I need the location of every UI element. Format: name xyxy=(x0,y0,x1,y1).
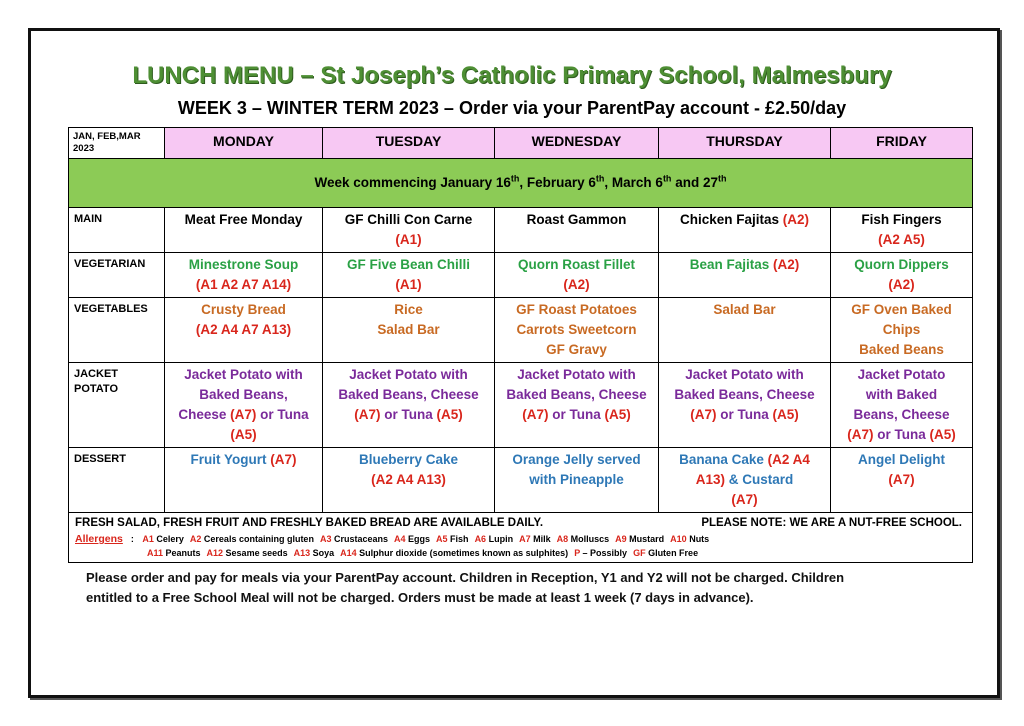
daily-availability: FRESH SALAD, FRESH FRUIT AND FRESHLY BAKED BREAD ARE AVAILABLE DAILY. xyxy=(75,517,544,529)
day-thursday: THURSDAY xyxy=(659,128,831,159)
row-label-jacket-potato: JACKET POTATO xyxy=(69,363,165,448)
dessert-friday: Angel Delight (A7) xyxy=(831,448,973,513)
main-tuesday: GF Chilli Con Carne (A1) xyxy=(323,208,495,253)
veg-tuesday: GF Five Bean Chilli (A1) xyxy=(323,253,495,298)
allergen-name: Sesame seeds xyxy=(223,548,288,558)
allergen-name: – Possibly xyxy=(580,548,628,558)
allergen-code: A9 xyxy=(615,534,627,544)
veg-thursday: Bean Fajitas (A2) xyxy=(659,253,831,298)
vegetables-monday: Crusty Bread (A2 A4 A7 A13) xyxy=(165,298,323,363)
allergen-code: A6 xyxy=(474,534,487,544)
dessert-thursday: Banana Cake (A2 A4 A13) & Custard (A7) xyxy=(659,448,831,513)
allergen-code: A2 xyxy=(189,534,202,544)
term-label: JAN, FEB,MAR 2023 xyxy=(69,128,165,159)
vegetables-thursday: Salad Bar xyxy=(659,298,831,363)
main-wednesday: Roast Gammon xyxy=(495,208,659,253)
page-title: LUNCH MENU – St Joseph’s Catholic Primary School, Malmesbury xyxy=(132,62,892,89)
allergen-code: A3 xyxy=(319,534,332,544)
main-thursday: Chicken Fajitas (A2) xyxy=(659,208,831,253)
vegetables-friday: GF Oven Baked Chips Baked Beans xyxy=(831,298,973,363)
daily-line xyxy=(75,515,966,532)
allergen-code: A7 xyxy=(519,534,531,544)
allergen-code: A5 xyxy=(436,534,448,544)
allergen-code: P xyxy=(574,548,581,558)
menu-table xyxy=(68,127,973,563)
allergen-legend: Allergens : A1 Celery A2 Cereals containing gluten A3 Crustaceans A4 Eggs A5 Fish A6 Lupin A7 Milk A8 Molluscs A9 Mustard A10 Nuts A11 Peanuts A12 Sesame seeds A13 Soya A14 Sulphur dioxide (sometimes known as sulphites) P – Possibly GF Gluten Free xyxy=(75,533,710,558)
jacket-monday: Jacket Potato with Baked Beans, Cheese (A7) or Tuna (A5) xyxy=(165,363,323,448)
veg-wednesday: Quorn Roast Fillet (A2) xyxy=(495,253,659,298)
allergen-code: A8 xyxy=(556,534,569,544)
allergen-name: Celery xyxy=(153,534,184,544)
veg-monday: Minestrone Soup (A1 A2 A7 A14) xyxy=(165,253,323,298)
nut-free-note: PLEASE NOTE: WE ARE A NUT-FREE SCHOOL. xyxy=(701,517,962,529)
row-vegetables xyxy=(69,298,973,363)
day-friday: FRIDAY xyxy=(831,128,973,159)
page-subtitle: WEEK 3 – WINTER TERM 2023 – Order via your ParentPay account - £2.50/day xyxy=(177,98,847,118)
allergen-name: Nuts xyxy=(686,534,710,544)
allergen-name: Mustard xyxy=(626,534,665,544)
allergen-name: Eggs xyxy=(405,534,431,544)
allergen-name: Milk xyxy=(530,534,551,544)
jacket-wednesday: Jacket Potato with Baked Beans, Cheese (A7) or Tuna (A5) xyxy=(495,363,659,448)
jacket-thursday: Jacket Potato with Baked Beans, Cheese (A7) or Tuna (A5) xyxy=(659,363,831,448)
day-wednesday: WEDNESDAY xyxy=(495,128,659,159)
row-vegetarian xyxy=(69,253,973,298)
day-monday: MONDAY xyxy=(165,128,323,159)
allergen-code: A10 xyxy=(670,534,687,544)
row-label-main: MAIN xyxy=(69,208,165,253)
allergens-label: Allergens xyxy=(75,533,123,545)
footer-cell xyxy=(69,513,973,563)
allergen-code: A4 xyxy=(394,534,406,544)
allergen-name: Sulphur dioxide (sometimes known as sulphites) xyxy=(356,548,569,558)
dessert-tuesday: Blueberry Cake (A2 A4 A13) xyxy=(323,448,495,513)
allergen-code: A13 xyxy=(293,548,311,558)
dessert-monday: Fruit Yogurt (A7) xyxy=(165,448,323,513)
notice-line-1: Please order and pay for meals via your ParentPay account. Children in Reception, Y1 and Y2 will not be charged. Children xyxy=(86,570,845,585)
allergen-code: GF xyxy=(633,548,646,558)
row-label-vegetarian: VEGETARIAN xyxy=(69,253,165,298)
jacket-tuesday: Jacket Potato with Baked Beans, Cheese (A7) or Tuna (A5) xyxy=(323,363,495,448)
dessert-wednesday: Orange Jelly served with Pineapple xyxy=(495,448,659,513)
allergen-name: Molluscs xyxy=(568,534,610,544)
row-jacket-potato xyxy=(69,363,973,448)
week-band-row xyxy=(69,159,973,208)
notice-line-2: entitled to a Free School Meal will not be charged. Orders must be made at least 1 week (7 days in advance). xyxy=(86,590,754,605)
row-dessert xyxy=(69,448,973,513)
allergen-code: A11 xyxy=(147,548,164,558)
allergen-code: A1 xyxy=(142,534,154,544)
allergen-name: Peanuts xyxy=(163,548,201,558)
allergen-name: Soya xyxy=(310,548,335,558)
row-label-vegetables: VEGETABLES xyxy=(69,298,165,363)
week-commencing: Week commencing January 16th, February 6th, March 6th and 27th xyxy=(69,159,973,208)
allergen-list xyxy=(75,534,709,558)
allergen-name: Crustaceans xyxy=(331,534,388,544)
footer-row xyxy=(69,513,973,563)
jacket-friday: Jacket Potato with Baked Beans, Cheese (A7) or Tuna (A5) xyxy=(831,363,973,448)
row-label-dessert: DESSERT xyxy=(69,448,165,513)
allergen-name: Cereals containing gluten xyxy=(201,534,314,544)
allergen-code: A12 xyxy=(206,548,224,558)
header-row xyxy=(69,128,973,159)
veg-friday: Quorn Dippers (A2) xyxy=(831,253,973,298)
allergen-name: Gluten Free xyxy=(645,548,699,558)
day-tuesday: TUESDAY xyxy=(323,128,495,159)
allergen-name: Lupin xyxy=(486,534,514,544)
allergen-name: Fish xyxy=(447,534,469,544)
vegetables-wednesday: GF Roast Potatoes Carrots Sweetcorn GF Gravy xyxy=(495,298,659,363)
allergen-code: A14 xyxy=(340,548,357,558)
row-main xyxy=(69,208,973,253)
main-friday: Fish Fingers (A2 A5) xyxy=(831,208,973,253)
main-monday: Meat Free Monday xyxy=(165,208,323,253)
vegetables-tuesday: Rice Salad Bar xyxy=(323,298,495,363)
ordering-notice xyxy=(86,568,966,608)
